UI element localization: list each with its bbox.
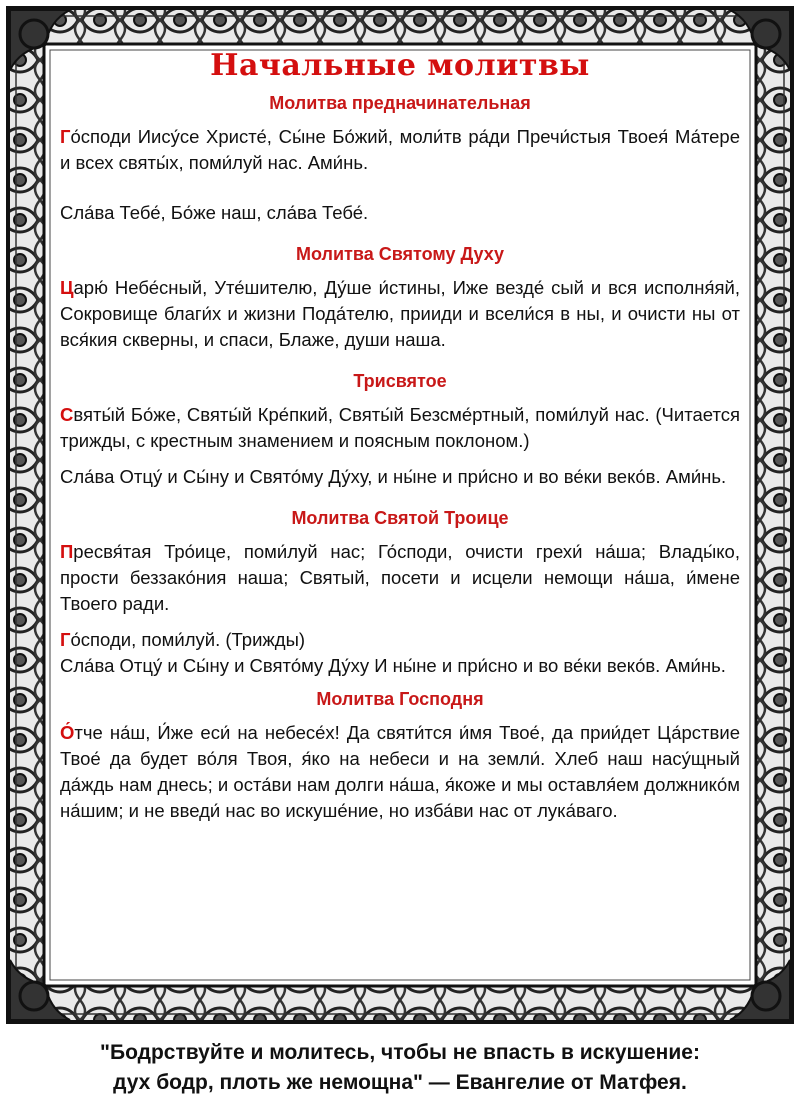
prayer-text-extra: Сла́ва Отцу́ и Сы́ну и Свято́му Ду́ху И ны́не и при́сно и во ве́ки веко́в. Ами́нь. [60,655,726,676]
drop-letter: О́ [60,722,75,743]
quote-line-2: дух бодр, плоть же немощна" — Евангелие от Матфея. [113,1071,687,1094]
prayer-text-extra: Сла́ва Тебе́, Бо́же наш, сла́ва Тебе́. [60,202,369,223]
prayer-text: Царю́ Небе́сный, Уте́шителю, Ду́ше и́стины, Иже везде́ сый и вся исполня́яй, Сокровище благи́х и жизни Пода́телю, прииди и всели́ся в ны, и очисти ны от вся́кия скверны, и спаси, Блаже, души наша. [60,277,740,350]
drop-letter: Г [60,126,71,147]
section-heading: Молитва Святой Троице [291,508,509,528]
section-trisagion [60,371,740,490]
prayer-text: О́тче на́ш, И́же еси́ на небесе́х! Да святи́тся и́мя Твое́, да прии́дет Ца́рствие Твое́ да будет во́ля Твоя, я́ко на небеси и на земли́. Хлеб наш насу́щный да́ждь нам днесь; и оста́ви нам долги на́ша, я́коже и мы оставля́ем должнико́м на́шим; и не введи́ нас во искуше́ние, но изба́ви нас от лука́ваго. [60,722,740,821]
page-title: Начальные молитвы [210,48,590,83]
section-heading: Молитва предначинательная [269,93,531,113]
quote-line-1: "Бодрствуйте и молитесь, чтобы не впасть в искушение: [100,1041,700,1064]
section-lords-prayer [60,689,740,824]
prayers-content [60,48,740,824]
section-holy-trinity [60,508,740,679]
section-heading: Молитва Святому Духу [296,244,504,264]
section-pre-prayer [60,93,740,226]
section-heading: Молитва Господня [316,689,484,709]
gospel-quote [0,1038,800,1098]
prayer-text-extra: Сла́ва Отцу́ и Сы́ну и Свято́му Ду́ху, и ны́не и при́сно и во ве́ки веко́в. Ами́нь. [60,466,727,487]
drop-letter: С [60,404,74,425]
drop-letter: Г [60,629,71,650]
drop-letter: П [60,541,74,562]
prayer-text: Пресвя́тая Тро́ице, поми́луй нас; Го́споди, очисти грехи́ на́ша; Влады́ко, прости беззако́ния наша; Святый, посети и исцели немощи на́ша, и́мене Твоего ради. [60,541,740,614]
section-heading: Трисвятое [353,371,447,391]
prayer-text-lord-have-mercy: Го́споди, поми́луй. (Трижды) [60,629,306,650]
prayer-text: Го́споди Иису́се Христе́, Сы́не Бо́жий, моли́тв ра́ди Пречи́стыя Твоея́ Ма́тере и всех святы́х, поми́луй нас. Ами́нь. [60,126,740,173]
section-holy-spirit [60,244,740,353]
prayer-text: Святы́й Бо́же, Святы́й Кре́пкий, Святы́й Безсме́ртный, поми́луй нас. (Читается трижды, с крестным знамением и поясным поклоном.) [60,404,740,451]
drop-letter: Ц [60,277,74,298]
